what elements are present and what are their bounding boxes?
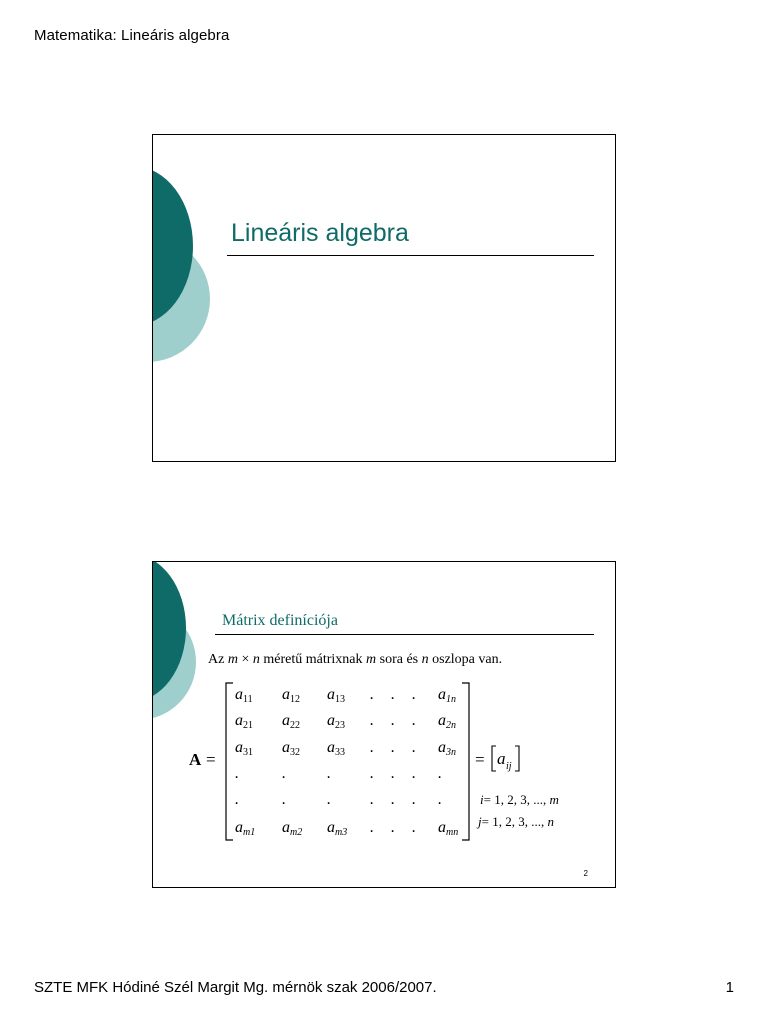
matrix-cell-subscript: 12 — [290, 694, 300, 705]
slide-number: 2 — [583, 869, 588, 878]
intro-n2: n — [421, 652, 429, 667]
matrix-cell-subscript: 2n — [446, 720, 456, 731]
matrix-cell — [391, 739, 395, 756]
matrix-cell-subscript: 33 — [335, 747, 345, 758]
matrix-cell — [412, 686, 416, 703]
matrix-cell-base: . — [370, 791, 374, 808]
matrix-cell-base: . — [412, 765, 416, 782]
matrix-cell — [327, 686, 345, 705]
matrix-cell-base: . — [327, 765, 331, 782]
matrix-cell-base: a — [282, 739, 290, 756]
slide-1 — [152, 134, 616, 462]
matrix-cell-subscript: 3n — [446, 747, 456, 758]
matrix-cell-base: a — [235, 712, 243, 729]
matrix-cell-subscript: 13 — [335, 694, 345, 705]
matrix-cell-base: . — [327, 791, 331, 808]
matrix-cell — [327, 739, 345, 758]
matrix-cell-base: . — [282, 791, 286, 808]
intro-part-3: sora és — [376, 652, 422, 667]
slide-1-title: Lineáris algebra — [231, 219, 409, 247]
intro-n: n — [252, 652, 260, 667]
matrix-cell-subscript: 31 — [243, 747, 253, 758]
matrix-cell-base: . — [235, 765, 239, 782]
matrix-cell — [438, 765, 442, 782]
matrix-cell-base: a — [438, 739, 446, 756]
matrix-cell — [282, 791, 286, 808]
matrix-cell — [327, 765, 331, 782]
matrix-cell-subscript: 1n — [446, 694, 456, 705]
matrix-cell — [370, 819, 374, 836]
matrix-cell — [370, 791, 374, 808]
intro-m: m — [227, 652, 238, 667]
matrix-cell — [235, 739, 253, 758]
intro-part-2: méretű mátrixnak — [259, 652, 366, 667]
matrix-cell-base: a — [327, 819, 335, 836]
matrix-cell — [412, 739, 416, 756]
matrix-cell-subscript: 22 — [290, 720, 300, 731]
index-j-range — [476, 814, 554, 829]
slide-2-title: Mátrix definíciója — [222, 612, 338, 629]
matrix-cell-subscript: 11 — [243, 694, 253, 705]
rhs-right-bracket — [515, 746, 519, 771]
slide-1-decoration — [153, 135, 615, 461]
matrix-cell-base: . — [391, 765, 395, 782]
matrix-cell-base: . — [391, 819, 395, 836]
matrix-cell — [235, 791, 239, 808]
matrix-cell — [235, 686, 253, 705]
matrix-cell — [327, 791, 331, 808]
matrix-cell-base: . — [391, 739, 395, 756]
slide-2 — [152, 561, 616, 888]
matrix-cell-base: . — [412, 819, 416, 836]
matrix-label: A — [189, 750, 202, 769]
matrix-cell-subscript: 32 — [290, 747, 300, 758]
matrix-cell — [412, 765, 416, 782]
matrix-cell — [438, 819, 458, 838]
matrix-cell — [438, 791, 442, 808]
matrix-cell — [327, 819, 347, 838]
intro-m2: m — [366, 652, 377, 667]
matrix-cell-subscript: m1 — [243, 827, 256, 838]
matrix-cell — [412, 791, 416, 808]
page-footer: SZTE MFK Hódiné Szél Margit Mg. mérnök szak 2006/2007. — [34, 979, 437, 996]
matrix-cell-base: . — [412, 712, 416, 729]
page-number: 1 — [725, 979, 734, 996]
rhs-sub: ij — [506, 761, 512, 772]
right-bracket — [462, 683, 469, 840]
matrix-cell-subscript: m3 — [335, 827, 348, 838]
matrix-cell-subscript: 21 — [243, 720, 253, 731]
matrix-cell-base: . — [370, 819, 374, 836]
matrix-cell-base: a — [438, 686, 446, 703]
intro-part-1: Az — [208, 652, 228, 667]
matrix-cell — [391, 765, 395, 782]
matrix-cell — [235, 712, 253, 731]
matrix-cell-base: . — [370, 765, 374, 782]
matrix-cell-base: a — [235, 686, 243, 703]
matrix-cell-subscript: mn — [446, 827, 459, 838]
matrix-cell-base: a — [327, 712, 335, 729]
matrix-cell-base: . — [282, 765, 286, 782]
intro-times: × — [237, 652, 253, 667]
matrix-cell-subscript: m2 — [290, 827, 303, 838]
matrix-cell-base: a — [235, 819, 243, 836]
matrix-cell-base: a — [327, 686, 335, 703]
index-i-end: m — [549, 792, 559, 807]
index-j-end: n — [547, 814, 554, 829]
matrix-cell-base: a — [235, 739, 243, 756]
matrix-cell-base: . — [370, 739, 374, 756]
matrix-cell — [391, 686, 395, 703]
index-j-var: j — [478, 814, 482, 829]
matrix-cell — [391, 791, 395, 808]
matrix-cell — [235, 765, 239, 782]
matrix-cell — [327, 712, 345, 731]
index-j-rest: = 1, 2, 3, ..., — [481, 814, 548, 829]
intro-part-4: oszlopa van. — [428, 652, 503, 667]
matrix-cell — [370, 739, 374, 756]
matrix-cell — [282, 712, 300, 731]
intro-sentence — [208, 652, 502, 667]
matrix-cell-base: . — [391, 686, 395, 703]
matrix-definition — [153, 562, 615, 887]
index-i-var: i — [480, 792, 484, 807]
matrix-cell-base: a — [327, 739, 335, 756]
matrix-cell — [438, 712, 456, 731]
matrix-cells — [235, 686, 458, 838]
matrix-equals: = — [206, 750, 216, 769]
matrix-cell-base: . — [412, 686, 416, 703]
matrix-cell-base: . — [370, 686, 374, 703]
matrix-cell-base: . — [370, 712, 374, 729]
left-bracket — [226, 683, 233, 840]
matrix-cell — [370, 712, 374, 729]
page-header: Matematika: Lineáris algebra — [34, 27, 230, 44]
matrix-cell — [370, 686, 374, 703]
matrix-cell — [438, 686, 456, 705]
rhs-equals: = — [475, 750, 485, 769]
matrix-cell — [412, 819, 416, 836]
index-i-rest: = 1, 2, 3, ..., — [483, 792, 550, 807]
matrix-cell — [282, 819, 302, 838]
matrix-cell — [370, 765, 374, 782]
matrix-cell — [391, 712, 395, 729]
index-i-range — [480, 792, 559, 807]
matrix-cell — [282, 686, 300, 705]
matrix-cell-base: a — [282, 712, 290, 729]
matrix-cell-base: . — [438, 791, 442, 808]
matrix-cell-base: a — [282, 686, 290, 703]
slide-1-title-rule — [227, 255, 594, 256]
matrix-cell-base: a — [438, 819, 446, 836]
matrix-cell — [412, 712, 416, 729]
matrix-cell-base: . — [412, 791, 416, 808]
matrix-cell-base: a — [282, 819, 290, 836]
matrix-cell-base: . — [391, 791, 395, 808]
matrix-cell-base: . — [438, 765, 442, 782]
matrix-cell — [235, 819, 255, 838]
matrix-cell-base: . — [412, 739, 416, 756]
matrix-cell — [438, 739, 456, 758]
matrix-cell — [282, 739, 300, 758]
matrix-cell-subscript: 23 — [335, 720, 345, 731]
matrix-cell-base: . — [391, 712, 395, 729]
rhs-left-bracket — [492, 746, 496, 771]
matrix-cell — [282, 765, 286, 782]
matrix-cell-base: . — [235, 791, 239, 808]
matrix-cell — [391, 819, 395, 836]
matrix-cell-base: a — [438, 712, 446, 729]
rhs-base: a — [497, 749, 506, 768]
